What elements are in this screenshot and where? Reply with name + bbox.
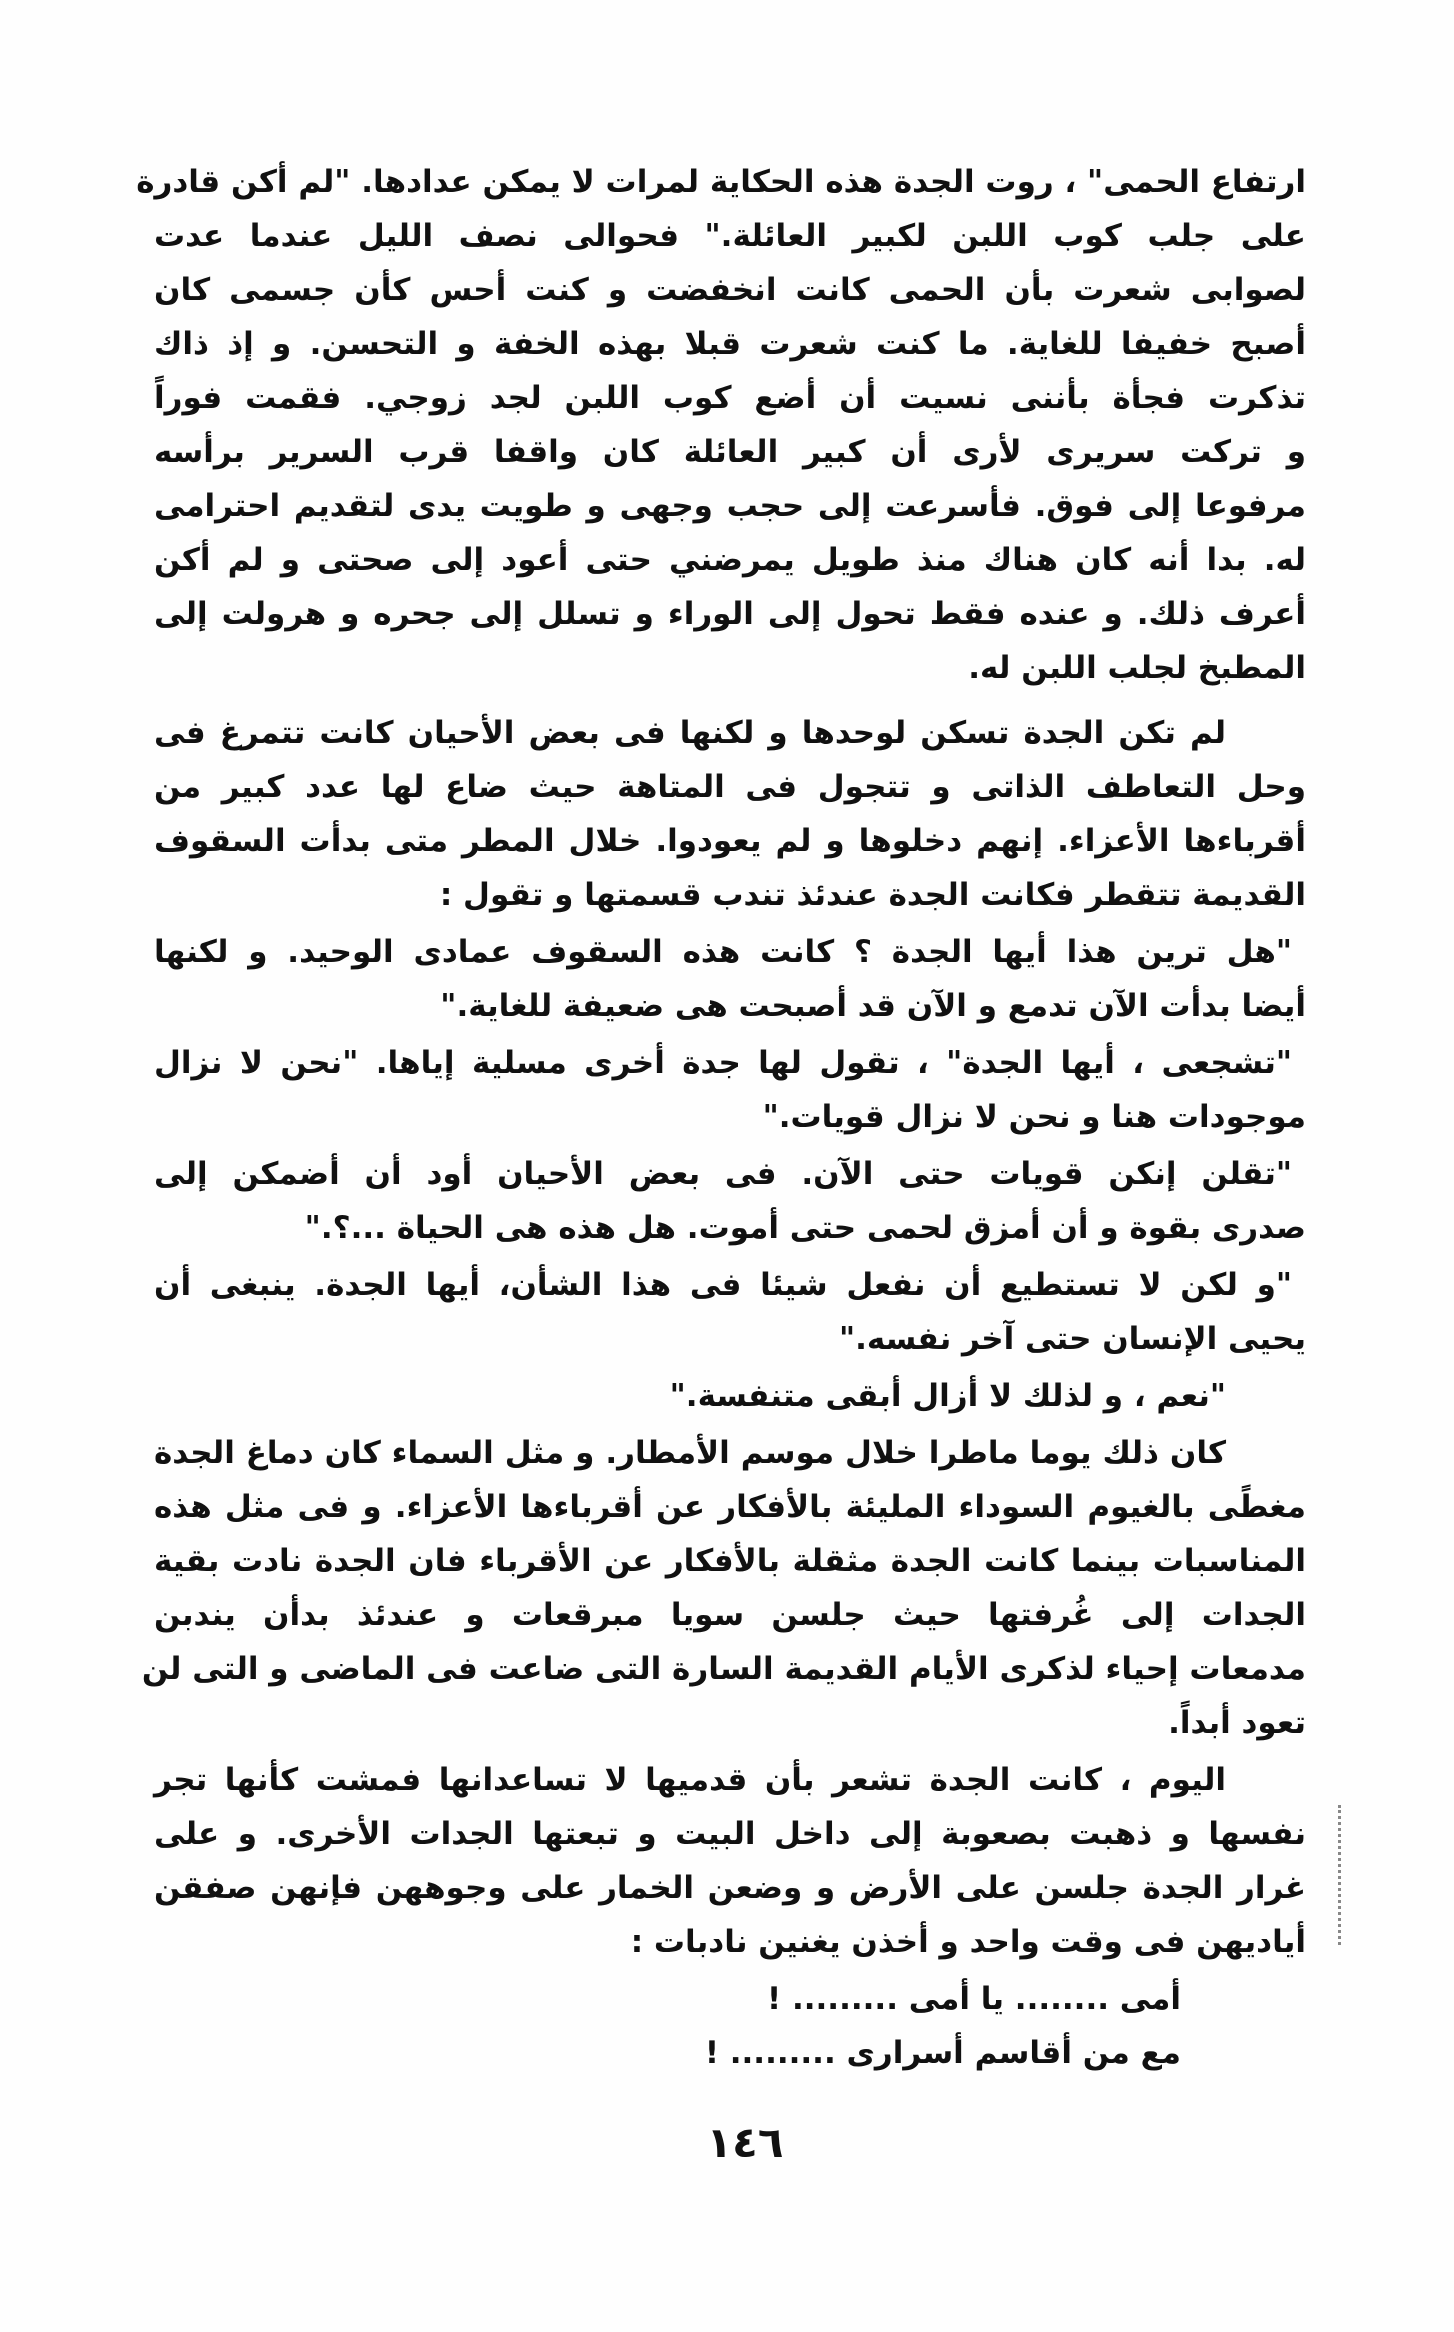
text-line: مغطًى بالغيوم السوداء المليئة بالأفكار عن أقرباءها الأعزاء. و فى مثل هذه bbox=[154, 1489, 1306, 1525]
text-line: "تشجعى ، أيها الجدة" ، تقول لها جدة أخرى مسلية إياها. "نحن لا نزال bbox=[154, 1045, 1292, 1081]
text-line: وحل التعاطف الذاتى و تتجول فى المتاهة حيث ضاع لها عدد كبير من bbox=[154, 769, 1306, 805]
text-line: و تركت سريرى لأرى أن كبير العائلة كان واقفا قرب السرير برأسه bbox=[154, 434, 1306, 470]
text-line: يحيى الإنسان حتى آخر نفسه." bbox=[839, 1321, 1306, 1357]
text-line: على جلب كوب اللبن لكبير العائلة." فحوالى نصف الليل عندما عدت bbox=[154, 218, 1306, 254]
text-line: موجودات هنا و نحن لا نزال قويات." bbox=[762, 1099, 1306, 1135]
paragraph bbox=[154, 1972, 1306, 2080]
text-line: تذكرت فجأة بأننى نسيت أن أضع كوب اللبن لجد زوجي. فقمت فوراً bbox=[154, 380, 1306, 416]
text-line: أصبح خفيفا للغاية. ما كنت شعرت قبلا بهذه الخفة و التحسن. و إذ ذاك bbox=[154, 326, 1306, 362]
text-line: الجدات إلى غُرفتها حيث جلسن سويا مبرقعات و عندئذ بدأن يندبن bbox=[154, 1597, 1306, 1633]
text-line: لصوابى شعرت بأن الحمى كانت انخفضت و كنت أحس كأن جسمى كان bbox=[154, 272, 1306, 308]
scan-artifact bbox=[1338, 1805, 1341, 1945]
text-line: "هل ترين هذا أيها الجدة ؟ كانت هذه السقوف عمادى الوحيد. و لكنها bbox=[154, 934, 1292, 970]
paragraph bbox=[141, 1426, 1306, 1750]
text-line: "و لكن لا تستطيع أن نفعل شيئا فى هذا الشأن، أيها الجدة. ينبغى أن bbox=[154, 1267, 1292, 1303]
text-line: أقرباءها الأعزاء. إنهم دخلوها و لم يعودوا. خلال المطر متى بدأت السقوف bbox=[154, 823, 1306, 859]
text-line: اليوم ، كانت الجدة تشعر بأن قدميها لا تساعدانها فمشت كأنها تجر bbox=[154, 1762, 1226, 1798]
text-line: نفسها و ذهبت بصعوبة إلى داخل البيت و تبعتها الجدات الأخرى. و على bbox=[154, 1816, 1306, 1852]
paragraph bbox=[154, 1036, 1306, 1144]
text-line: مدمعات إحياء لذكرى الأيام القديمة السارة التى ضاعت فى الماضى و التى لن bbox=[141, 1651, 1306, 1687]
paragraph bbox=[154, 1369, 1306, 1423]
page-text bbox=[136, 155, 1306, 2080]
text-line: المناسبات بينما كانت الجدة مثقلة بالأفكار عن الأقرباء فان الجدة نادت بقية bbox=[154, 1543, 1306, 1579]
paragraph bbox=[154, 1147, 1306, 1255]
text-line: كان ذلك يوما ماطرا خلال موسم الأمطار. و مثل السماء كان دماغ الجدة bbox=[154, 1435, 1226, 1471]
text-line: "نعم ، و لذلك لا أزال أبقى متنفسة." bbox=[669, 1378, 1226, 1414]
text-line: "تقلن إنكن قويات حتى الآن. فى بعض الأحيان أود أن أضمكن إلى bbox=[154, 1156, 1292, 1192]
text-line: أياديهن فى وقت واحد و أخذن يغنين نادبات : bbox=[630, 1924, 1306, 1960]
text-line: صدرى بقوة و أن أمزق لحمى حتى أموت. هل هذه هى الحياة ...؟." bbox=[304, 1210, 1306, 1246]
text-line: مرفوعا إلى فوق. فأسرعت إلى حجب وجهى و طويت يدى لتقديم احترامى bbox=[154, 488, 1306, 524]
paragraph bbox=[154, 1753, 1306, 1969]
text-line: القديمة تتقطر فكانت الجدة عندئذ تندب قسمتها و تقول : bbox=[439, 877, 1306, 913]
text-line: المطبخ لجلب اللبن له. bbox=[968, 650, 1306, 686]
text-line: أيضا بدأت الآن تدمع و الآن قد أصبحت هى ضعيفة للغاية." bbox=[440, 988, 1306, 1024]
text-line: أمى ........ يا أمى ......... ! bbox=[767, 1981, 1181, 2017]
paragraph bbox=[154, 706, 1306, 922]
text-line: مع من أقاسم أسرارى ......... ! bbox=[704, 2035, 1181, 2071]
paragraph bbox=[154, 925, 1306, 1033]
paragraph bbox=[154, 1258, 1306, 1366]
paragraph bbox=[136, 155, 1306, 695]
text-line: أعرف ذلك. و عنده فقط تحول إلى الوراء و تسلل إلى جحره و هرولت إلى bbox=[154, 596, 1306, 632]
text-line: غرار الجدة جلسن على الأرض و وضعن الخمار على وجوههن فإنهن صفقن bbox=[154, 1870, 1306, 1906]
text-line: تعود أبداً. bbox=[1168, 1705, 1306, 1741]
page-number: ١٤٦ bbox=[706, 2118, 784, 2167]
text-line: له. بدا أنه كان هناك منذ طويل يمرضني حتى أعود إلى صحتى و لم أكن bbox=[154, 542, 1306, 578]
text-line: لم تكن الجدة تسكن لوحدها و لكنها فى بعض الأحيان كانت تتمرغ فى bbox=[154, 715, 1226, 751]
text-line: ارتفاع الحمى" ، روت الجدة هذه الحكاية لمرات لا يمكن عدادها. "لم أكن قادرة bbox=[136, 164, 1306, 200]
